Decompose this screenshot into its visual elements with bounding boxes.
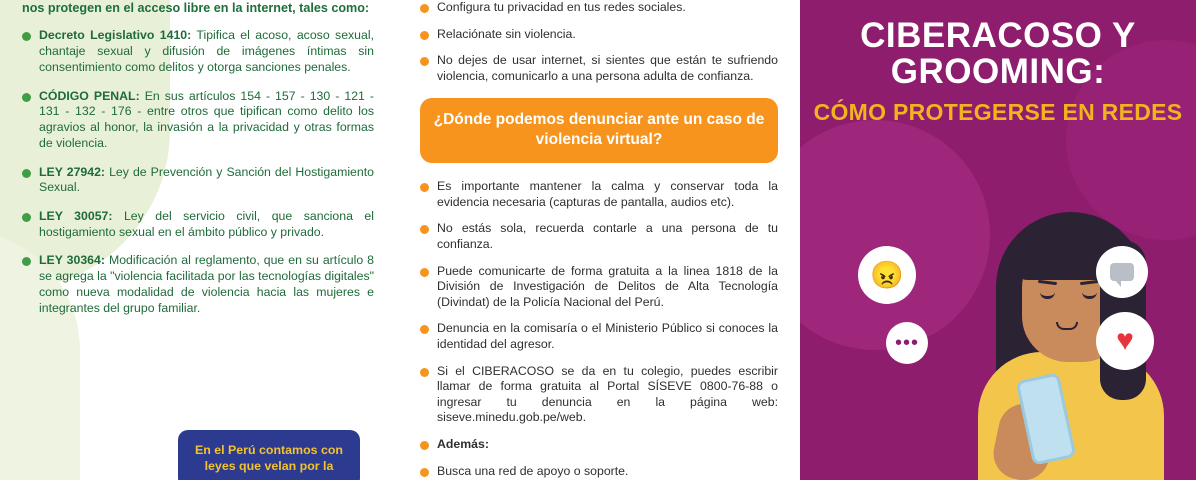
legal-item-title: Decreto Legislativo 1410:	[39, 28, 192, 43]
left-panel	[0, 0, 400, 480]
list-item: Es importante mantener la calma y conservar toda la evidencia necesaria (capturas de pantalla, audios etc).	[420, 179, 778, 210]
cover-title-block	[800, 0, 1196, 126]
angry-face-bubble-icon	[858, 246, 916, 304]
blue-callout-box: En el Perú contamos con leyes que velan por la	[178, 430, 360, 480]
reporting-steps-list	[420, 179, 778, 479]
ellipsis-icon: •••	[894, 331, 919, 354]
list-item: Relaciónate sin violencia.	[420, 27, 778, 43]
cover-title-main: CIBERACOSO Y GROOMING:	[860, 16, 1136, 91]
list-item: Configura tu privacidad en tus redes sociales.	[420, 0, 778, 16]
legal-item-body: Tipifica el acoso, acoso sexual, chantaje sexual y difusión de imágenes íntimas sin consentimiento como delitos y otorga sanciones penales.	[39, 28, 375, 74]
left-lead-text: nos protegen en el acceso libre en la internet, tales como:	[22, 1, 370, 15]
list-item-ademas: Además:	[420, 437, 778, 453]
legal-item-body: Modificación al reglamento, que en su artículo 8 se agrega la "violencia facilitada por las tecnologías digitales" como nueva modalidad de violencia hacia las mujeres e integrantes del grupo familiar.	[39, 253, 374, 315]
list-item: No estás sola, recuerda contarle a una persona de tu confianza.	[420, 221, 778, 252]
chat-bubble-icon	[1096, 246, 1148, 298]
legal-item-title: LEY 30057:	[39, 208, 113, 223]
cover-title-sub: CÓMO PROTEGERSE EN REDES	[813, 99, 1183, 126]
typing-dots-bubble-icon	[886, 322, 928, 364]
left-panel-content	[0, 0, 400, 316]
list-item	[22, 165, 374, 196]
heart-icon: ♥	[1116, 324, 1134, 357]
list-item	[22, 89, 374, 152]
heart-bubble-icon	[1096, 312, 1154, 370]
list-item	[22, 253, 374, 316]
legal-list	[22, 28, 374, 316]
message-icon	[1110, 263, 1134, 281]
list-item: Si el CIBERACOSO se da en tu colegio, puedes escribir llamar de forma gratuita al Portal SÍSEVE 0800-76-88 o ingresar tu denuncia en la página web: siseve.minedu.gob.pe/web.	[420, 364, 778, 426]
legal-item-body: En sus artículos 154 - 157 - 130 - 121 - 131 - 132 - 176 - entre otros que tipifican como delito los agravios al honor, la invasión a la privacidad y otras formas de violencia.	[39, 88, 374, 150]
legal-item-title: CÓDIGO PENAL:	[39, 88, 140, 103]
legal-item-title: LEY 30364:	[39, 253, 105, 268]
list-item: Denuncia en la comisaría o el Ministerio Público si conoces la identidad del agresor.	[420, 321, 778, 352]
list-item	[22, 28, 374, 75]
angry-face-icon: 😠	[870, 260, 904, 290]
list-item: No dejes de usar internet, si sientes que están te sufriendo violencia, comunicarlo a una persona adulta de confianza.	[420, 53, 778, 84]
prevention-tips-list	[420, 0, 778, 84]
list-item: Busca una red de apoyo o soporte.	[420, 464, 778, 480]
legal-item-body: Ley del servicio civil, que sanciona el hostigamiento sexual en el ámbito público y privado.	[39, 208, 374, 239]
legal-item-body: Ley de Prevención y Sanción del Hostigamiento Sexual.	[39, 164, 374, 195]
list-item	[22, 209, 374, 240]
legal-item-title: LEY 27942:	[39, 164, 106, 179]
section-banner-denuncia: ¿Dónde podemos denunciar ante un caso de violencia virtual?	[420, 98, 778, 163]
list-item: Puede comunicarte de forma gratuita a la linea 1818 de la División de Investigación de Delitos de Alta Tecnología (Divindat) de la Policía Nacional del Perú.	[420, 264, 778, 311]
right-cover-panel	[800, 0, 1196, 480]
middle-panel	[400, 0, 800, 480]
